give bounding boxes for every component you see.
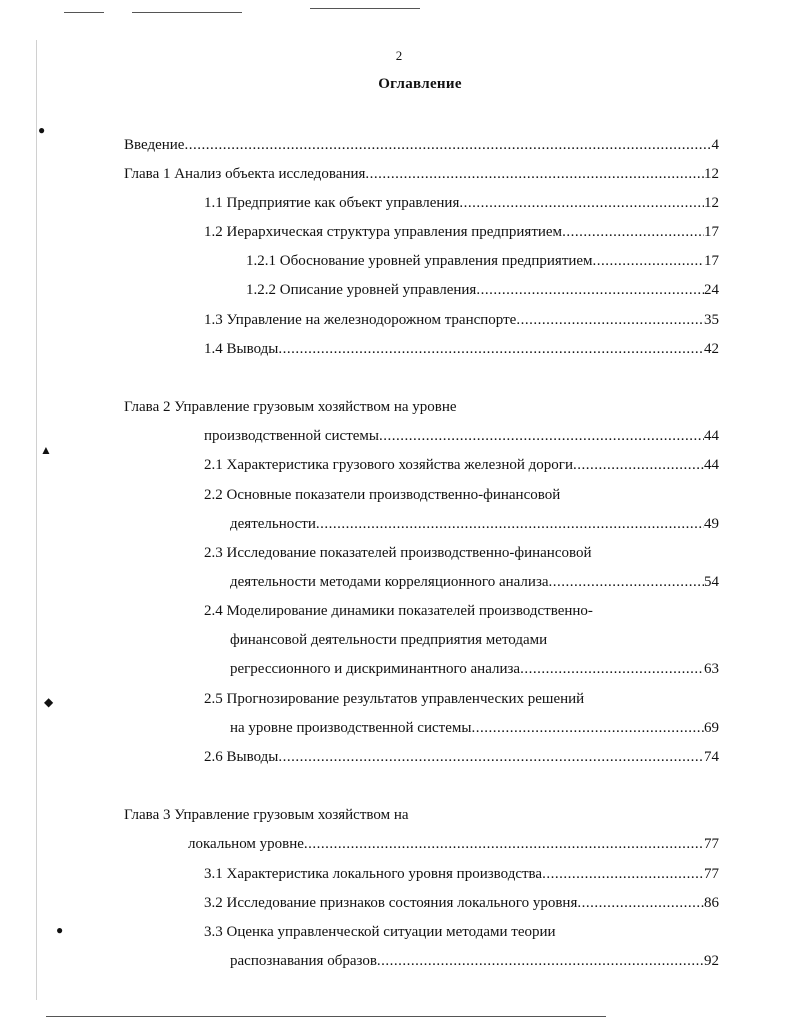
toc-label: 1.2 Иерархическая структура управления предприятием (204, 224, 563, 240)
toc-entry-2-4 (230, 658, 719, 680)
toc-page: 24 (704, 282, 719, 298)
page-title: Оглавление (378, 76, 462, 92)
toc-leader (562, 221, 704, 243)
toc-entry-2-3-line-1: 2.3 Исследование показателей производственно-финансовой (204, 545, 592, 561)
toc-label: деятельности методами корреляционного анализа (230, 574, 549, 590)
scan-left-edge (36, 40, 37, 1000)
toc-page: 42 (704, 341, 719, 357)
toc-label: 1.4 Выводы (204, 341, 279, 357)
toc-label: 1.2.1 Обоснование уровней управления предприятием (246, 253, 593, 269)
toc-page: 77 (704, 836, 719, 852)
toc-leader (377, 950, 704, 972)
toc-leader (278, 746, 704, 768)
toc-label: 2.1 Характеристика грузового хозяйства железной дороги (204, 457, 573, 473)
toc-leader (549, 571, 704, 593)
toc-label: Введение (124, 137, 185, 153)
toc-label: регрессионного и дискриминантного анализа (230, 661, 521, 677)
toc-leader (516, 309, 704, 331)
toc-entry-1-1 (204, 192, 719, 214)
toc-entry-2-4-line-2: финансовой деятельности предприятия методами (230, 632, 548, 648)
toc-entry-3-3-line-1: 3.3 Оценка управленческой ситуации методами теории (204, 924, 556, 940)
toc-entry-2-2-line-1: 2.2 Основные показатели производственно-финансовой (204, 487, 561, 503)
toc-label: на уровне производственной системы (230, 720, 472, 736)
toc-entry-3-1 (204, 863, 719, 885)
scan-speck-3: ◆ (44, 695, 54, 709)
toc-page: 44 (704, 457, 719, 473)
toc-label: 1.3 Управление на железнодорожном транспорте (204, 312, 517, 328)
toc-leader (379, 425, 704, 447)
toc-label: 3.2 Исследование признаков состояния локального уровня (204, 895, 578, 911)
toc-entry-2-2 (230, 513, 719, 535)
toc-leader (278, 338, 704, 360)
toc-page: 92 (704, 953, 719, 969)
toc-entry-chapter-3 (188, 833, 719, 855)
toc-page: 77 (704, 866, 719, 882)
toc-leader (184, 134, 711, 156)
toc-entry-introduction (124, 134, 719, 156)
toc-entry-chapter-2 (204, 425, 719, 447)
toc-leader (573, 454, 704, 476)
toc-entry-1-4 (204, 338, 719, 360)
toc-page: 74 (704, 749, 719, 765)
toc-label: распознавания образов (230, 953, 377, 969)
toc-leader (577, 892, 704, 914)
toc-page: 12 (704, 195, 719, 211)
toc-page: 35 (704, 312, 719, 328)
toc-label: деятельности (230, 516, 316, 532)
toc-entry-chapter-3-line-1: Глава 3 Управление грузовым хозяйством на (124, 807, 409, 823)
toc-entry-chapter-1 (124, 163, 719, 185)
toc-leader (520, 658, 704, 680)
toc-label: локальном уровне (188, 836, 304, 852)
toc-page: 86 (704, 895, 719, 911)
toc-label: 2.6 Выводы (204, 749, 279, 765)
toc-leader (316, 513, 704, 535)
toc-page: 49 (704, 516, 719, 532)
toc-page: 12 (704, 166, 719, 182)
toc-leader (542, 863, 704, 885)
toc-page: 44 (704, 428, 719, 444)
toc-entry-3-2 (204, 892, 719, 914)
toc-entry-1-2-2 (246, 279, 719, 301)
toc-entry-2-4-line-1: 2.4 Моделирование динамики показателей производственно- (204, 603, 593, 619)
toc-label: Глава 1 Анализ объекта исследования (124, 166, 366, 182)
toc-label: 1.2.2 Описание уровней управления (246, 282, 477, 298)
page-number: 2 (395, 48, 403, 63)
toc-entry-2-5 (230, 717, 719, 739)
scan-line-top-1 (64, 12, 104, 13)
toc-leader (476, 279, 704, 301)
toc-entry-2-5-line-1: 2.5 Прогнозирование результатов управленческих решений (204, 691, 585, 707)
toc-leader (365, 163, 704, 185)
toc-page: 63 (704, 661, 719, 677)
scan-line-bottom (46, 1016, 606, 1017)
toc-entry-1-2 (204, 221, 719, 243)
scan-speck-4: ● (56, 923, 64, 937)
toc-page: 4 (711, 137, 719, 153)
scan-line-top-2 (132, 12, 242, 13)
toc-entry-2-1 (204, 454, 719, 476)
toc-leader (471, 717, 704, 739)
toc-entry-1-2-1 (246, 250, 719, 272)
toc-entry-2-3 (230, 571, 719, 593)
scan-speck-2: ▲ (40, 443, 52, 457)
toc-page: 17 (704, 224, 719, 240)
toc-entry-3-3 (230, 950, 719, 972)
toc-label: 1.1 Предприятие как объект управления (204, 195, 460, 211)
toc-page: 54 (704, 574, 719, 590)
toc-entry-chapter-2-line-1: Глава 2 Управление грузовым хозяйством на уровне (124, 399, 457, 415)
scan-line-top-3 (310, 8, 420, 9)
toc-page: 69 (704, 720, 719, 736)
toc-entry-1-3 (204, 309, 719, 331)
toc-page: 17 (704, 253, 719, 269)
toc-label: 3.1 Характеристика локального уровня производства (204, 866, 543, 882)
toc-label: производственной системы (204, 428, 379, 444)
toc-entry-2-6 (204, 746, 719, 768)
toc-leader (304, 833, 704, 855)
scan-speck-1: ● (38, 123, 46, 137)
toc-leader (459, 192, 704, 214)
toc-leader (593, 250, 704, 272)
